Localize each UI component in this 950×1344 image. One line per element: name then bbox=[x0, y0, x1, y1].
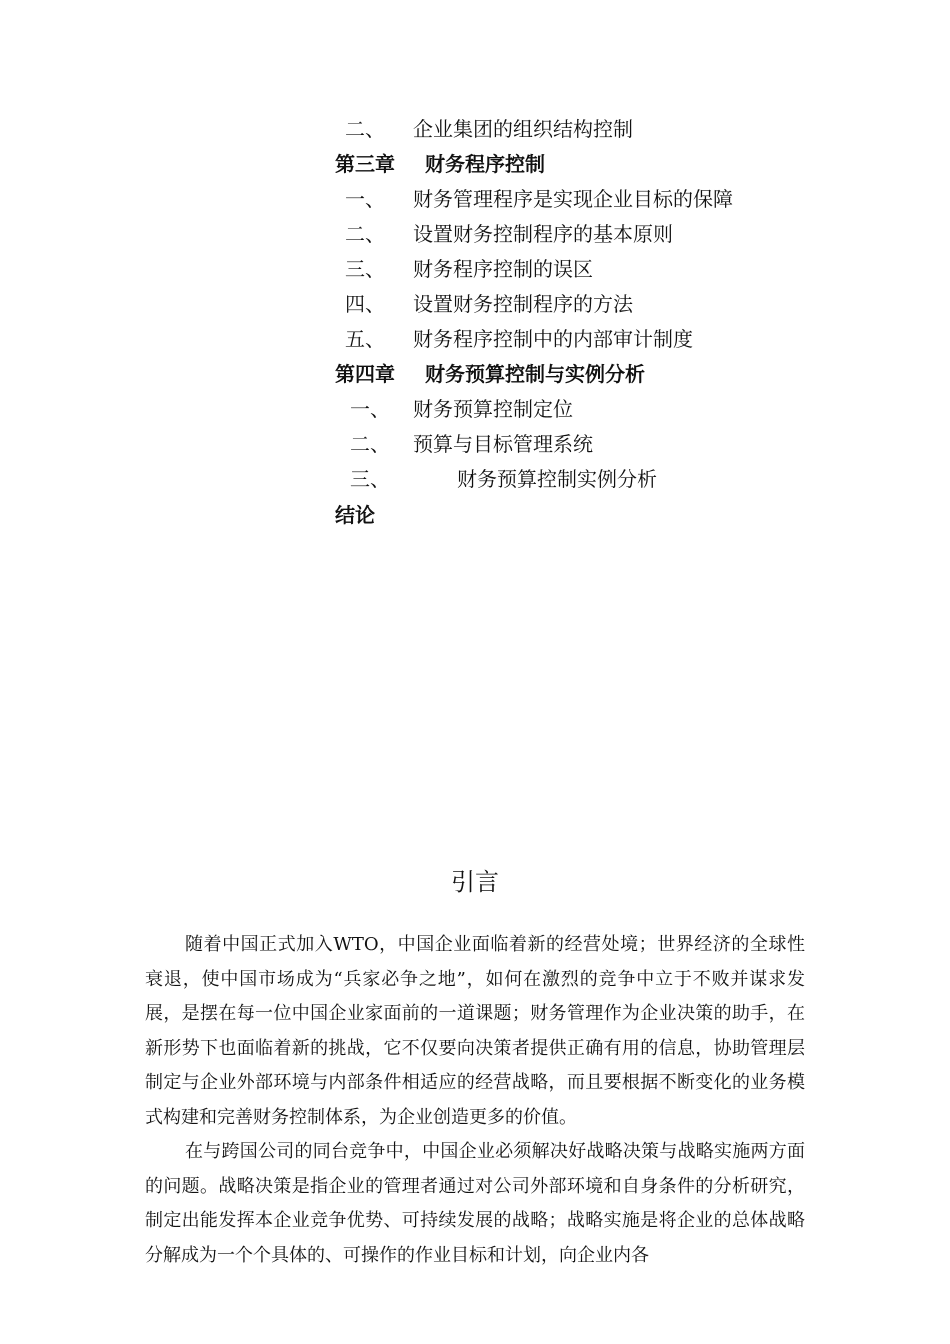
toc-entry-title: 设置财务控制程序的基本原则 bbox=[413, 222, 673, 246]
toc-entry-number: 五、 bbox=[345, 327, 385, 351]
toc-entry-title: 设置财务控制程序的方法 bbox=[413, 292, 633, 316]
toc-chapter-title: 财务预算控制与实例分析 bbox=[425, 362, 645, 386]
toc-chapter-title: 财务程序控制 bbox=[425, 152, 545, 176]
toc-entry-title: 财务程序控制的误区 bbox=[413, 257, 593, 281]
toc-entry-title: 财务程序控制中的内部审计制度 bbox=[413, 327, 693, 351]
intro-body bbox=[145, 928, 805, 1273]
toc-entry-number: 二、 bbox=[345, 117, 385, 141]
section-title: 引言 bbox=[451, 868, 499, 896]
toc-chapter-number: 第四章 bbox=[335, 362, 395, 386]
toc-entry-number: 二、 bbox=[345, 222, 385, 246]
toc-entry-title: 企业集团的组织结构控制 bbox=[413, 117, 633, 141]
toc-entry-title: 财务管理程序是实现企业目标的保障 bbox=[413, 187, 733, 211]
toc-entry-number: 四、 bbox=[345, 292, 385, 316]
table-of-contents bbox=[0, 0, 950, 540]
toc-chapter-title: 结论 bbox=[335, 503, 375, 527]
toc-entry-title: 预算与目标管理系统 bbox=[413, 432, 593, 456]
paragraph: 随着中国正式加入WTO，中国企业面临着新的经营处境；世界经济的全球性衰退，使中国市场成为“兵家必争之地”，如何在激烈的竞争中立于不败并谋求发展，是摆在每一位中国企业家面前的一道课题；财务管理作为企业决策的助手，在新形势下也面临着新的挑战，它不仅要向决策者提供正确有用的信息，协助管理层制定与企业外部环境与内部条件相适应的经营战略，而且要根据不断变化的业务模式构建和完善财务控制体系，为企业创造更多的价值。 bbox=[145, 934, 805, 1128]
toc-entry-number: 三、 bbox=[350, 467, 390, 491]
toc-entry-number: 三、 bbox=[345, 257, 385, 281]
toc-entry-number: 二、 bbox=[350, 432, 390, 456]
paragraph: 在与跨国公司的同台竞争中，中国企业必须解决好战略决策与战略实施两方面的问题。战略决策是指企业的管理者通过对公司外部环境和自身条件的分析研究，制定出能发挥本企业竞争优势、可持续发展的战略；战略实施是将企业的总体战略分解成为一个个具体的、可操作的作业目标和计划，向企业内各 bbox=[145, 1141, 805, 1266]
toc-entry-number: 一、 bbox=[350, 397, 390, 421]
toc-entry-number: 一、 bbox=[345, 187, 385, 211]
toc-entry-title: 财务预算控制实例分析 bbox=[457, 467, 657, 491]
toc-chapter-number: 第三章 bbox=[335, 152, 395, 176]
toc-entry-title: 财务预算控制定位 bbox=[413, 397, 573, 421]
